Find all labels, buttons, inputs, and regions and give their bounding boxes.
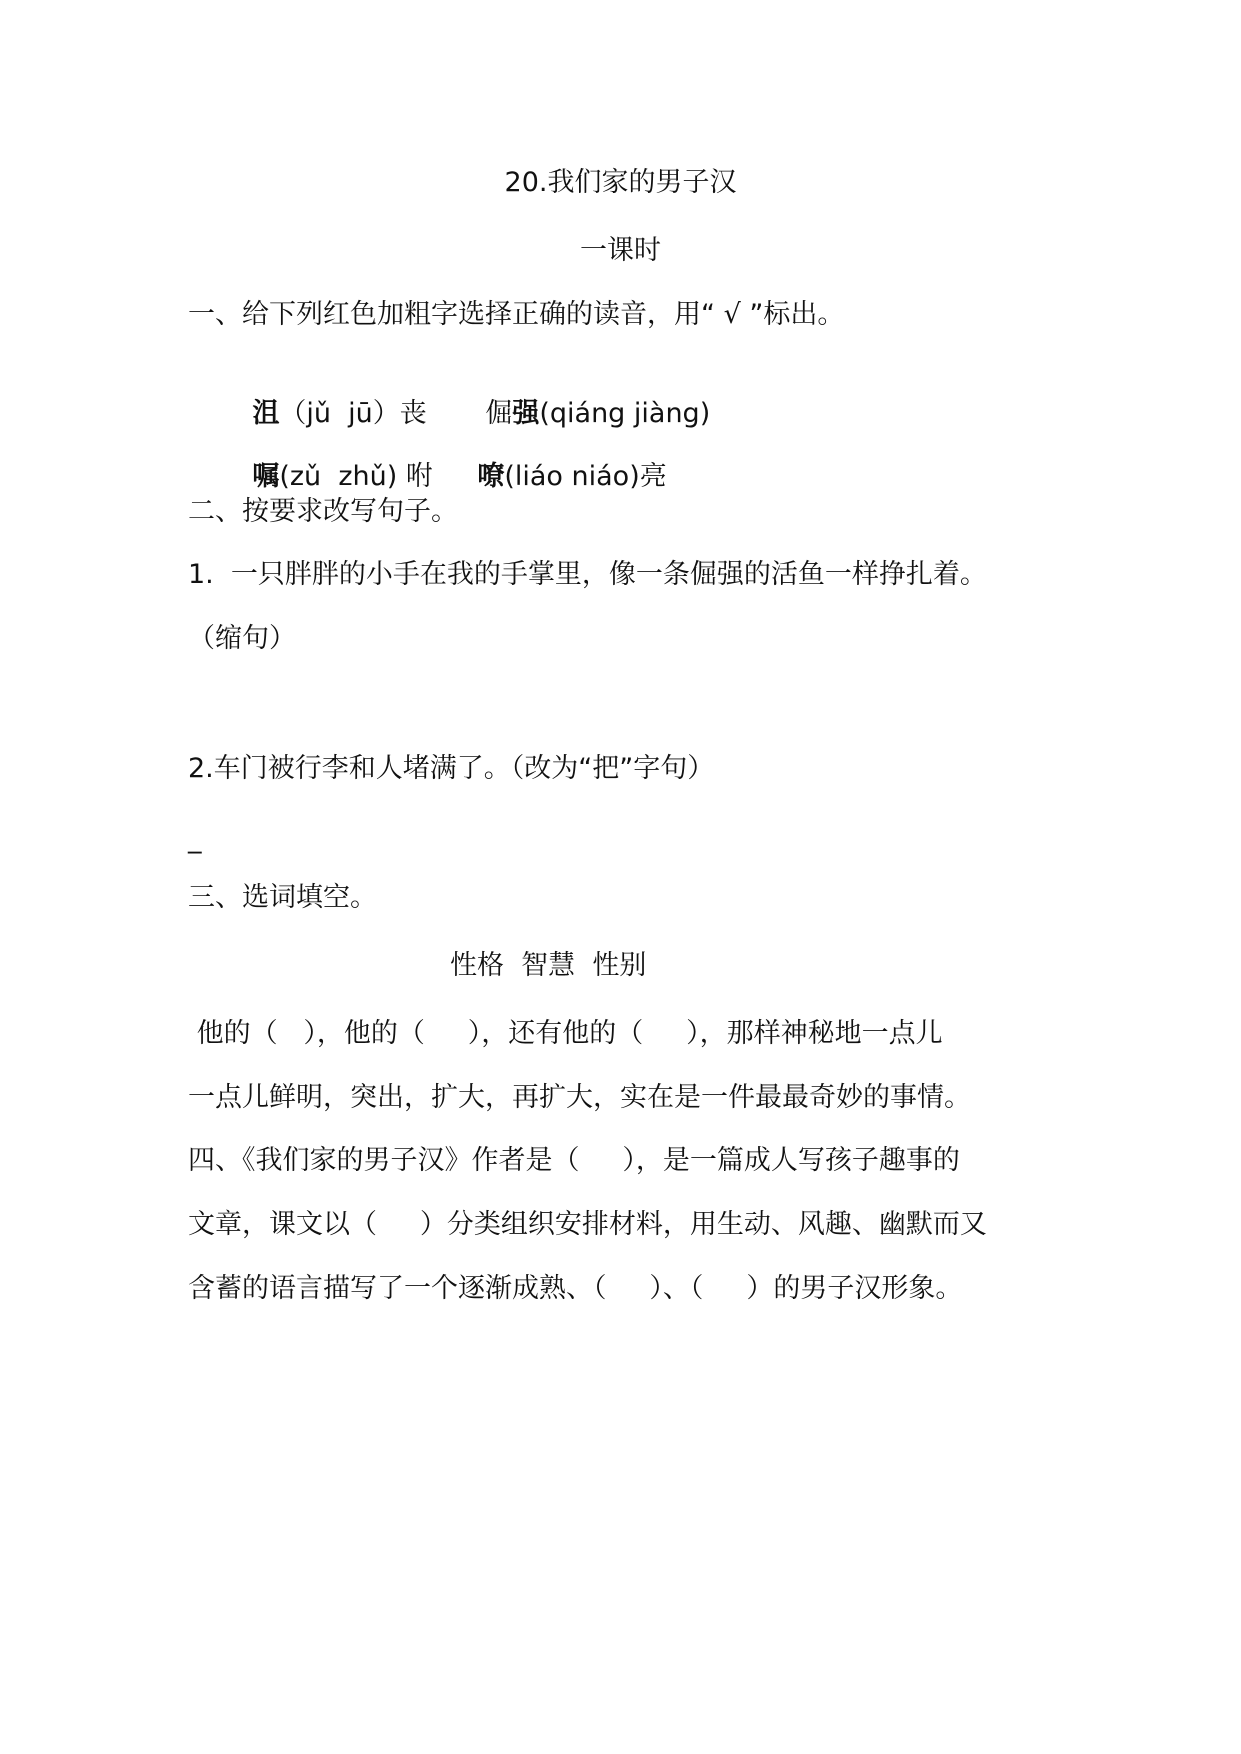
section2-heading: 二、按要求改写句子。 — [188, 496, 458, 527]
section3-heading: 三、选词填空。 — [188, 882, 377, 913]
pinyin-options: （jǔ jū）丧 — [279, 398, 427, 429]
section4-line-1: 四、《我们家的男子汉》作者是（ ），是一篇成人写孩子趣事的 — [188, 1145, 960, 1176]
pinyin-char: 嘹 — [477, 461, 505, 492]
question-2: 2.车门被行李和人堵满了。（改为“把”字句） — [188, 753, 715, 784]
pinyin-options: (qiáng jiàng) — [539, 398, 711, 429]
pinyin-options: (zǔ zhǔ) 咐 — [279, 461, 433, 492]
section1-heading: 一、给下列红色加粗字选择正确的读音，用“ √ ”标出。 — [188, 299, 845, 330]
section4-line-2: 文章，课文以（ ）分类组织安排材料，用生动、风趣、幽默而又 — [188, 1209, 987, 1240]
pinyin-char: 嘱 — [252, 461, 280, 492]
page-title: 20.我们家的男子汉 — [504, 167, 737, 198]
question-1-note: （缩句） — [188, 623, 296, 654]
word-bank: 性格 智慧 性别 — [450, 950, 647, 981]
page-subtitle: 一课时 — [580, 235, 661, 266]
fill-line-2: 一点儿鲜明，突出，扩大，再扩大，实在是一件最最奇妙的事情。 — [188, 1082, 971, 1113]
pinyin-item-4 — [443, 423, 667, 531]
pinyin-prefix: 倔 — [485, 398, 513, 429]
answer-blank: _ — [188, 823, 202, 854]
fill-line-1: 他的（ ），他的（ ），还有他的（ ），那样神秘地一点儿 — [188, 1018, 943, 1049]
pinyin-char: 强 — [512, 398, 540, 429]
pinyin-options: (liáo niáo)亮 — [504, 461, 667, 492]
pinyin-char: 沮 — [252, 398, 280, 429]
section4-line-3: 含蓄的语言描写了一个逐渐成熟、（ ）、（ ）的男子汉形象。 — [188, 1273, 963, 1304]
question-1: 1. 一只胖胖的小手在我的手掌里，像一条倔强的活鱼一样挣扎着。 — [188, 559, 987, 590]
